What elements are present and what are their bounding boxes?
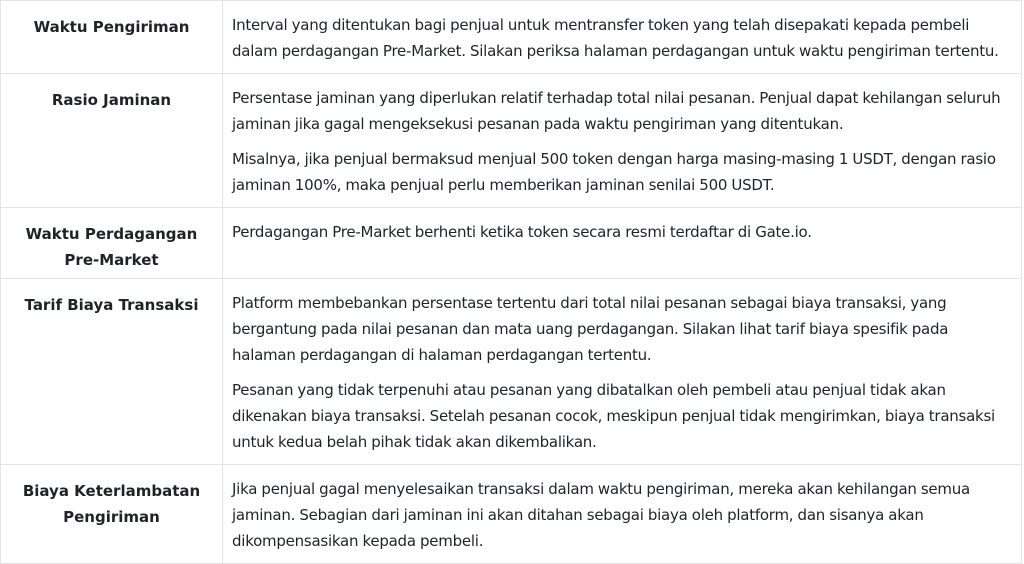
table-row	[1, 465, 1022, 564]
table-row	[1, 279, 1022, 465]
term-cell: Tarif Biaya Transaksi	[1, 279, 223, 465]
definition-paragraph: Jika penjual gagal menyelesaikan transaksi dalam waktu pengiriman, mereka akan kehilangan semua jaminan. Sebagian dari jaminan ini akan ditahan sebagai biaya oleh platform, dan sisanya akan dikompensasikan kepada pembeli.	[232, 480, 970, 550]
definition-cell	[223, 465, 1022, 564]
table-row	[1, 1, 1022, 74]
definition-paragraph: Platform membebankan persentase tertentu dari total nilai pesanan sebagai biaya transaksi, yang bergantung pada nilai pesanan dan mata uang perdagangan. Silakan lihat tarif biaya spesifik pada halaman perdagangan di halaman perdagangan tertentu.	[232, 294, 949, 364]
definition-paragraph: Persentase jaminan yang diperlukan relatif terhadap total nilai pesanan. Penjual dapat kehilangan seluruh jaminan jika gagal mengeksekusi pesanan pada waktu pengiriman yang ditentukan.	[232, 89, 1001, 133]
term-cell: Waktu Perdagangan Pre-Market	[1, 208, 223, 279]
term-cell: Rasio Jaminan	[1, 74, 223, 208]
table-row	[1, 208, 1022, 279]
definition-cell	[223, 1, 1022, 74]
definition-paragraph: Perdagangan Pre-Market berhenti ketika token secara resmi terdaftar di Gate.io.	[232, 223, 812, 241]
definition-paragraph: Pesanan yang tidak terpenuhi atau pesanan yang dibatalkan oleh pembeli atau penjual tidak akan dikenakan biaya transaksi. Setelah pesanan cocok, meskipun penjual tidak mengirimkan, biaya transaksi untuk kedua belah pihak tidak akan dikembalikan.	[232, 381, 995, 451]
definition-cell	[223, 74, 1022, 208]
definition-cell	[223, 208, 1022, 279]
term-cell: Biaya Keterlambatan Pengiriman	[1, 465, 223, 564]
definition-cell	[223, 279, 1022, 465]
definition-paragraph: Misalnya, jika penjual bermaksud menjual 500 token dengan harga masing-masing 1 USDT, dengan rasio jaminan 100%, maka penjual perlu memberikan jaminan senilai 500 USDT.	[232, 150, 996, 194]
term-cell: Waktu Pengiriman	[1, 1, 223, 74]
definition-paragraph: Interval yang ditentukan bagi penjual untuk mentransfer token yang telah disepakati kepada pembeli dalam perdagangan Pre-Market. Silakan periksa halaman perdagangan untuk waktu pengiriman tertentu.	[232, 16, 999, 60]
table-row	[1, 74, 1022, 208]
